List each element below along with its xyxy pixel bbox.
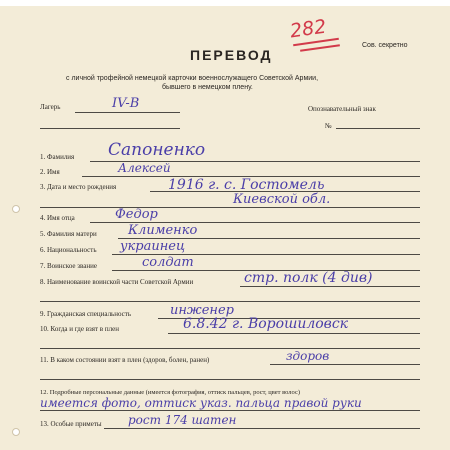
punch-hole-lower <box>12 428 20 436</box>
field-8-line-2 <box>40 301 420 302</box>
red-stamp-underline-2 <box>300 44 340 52</box>
red-stamp-number: 282 <box>288 15 328 43</box>
field-9-value: инженер <box>170 303 234 318</box>
field-2-label: 2. Имя <box>40 168 60 176</box>
field-8-label: 8. Наименование воинской части Советской Армии <box>40 278 194 286</box>
field-3-value: 1916 г. с. Гостомель <box>168 177 325 193</box>
id-mark-label: Опознавательный знак <box>308 105 376 113</box>
field-11-value: здоров <box>286 349 330 363</box>
field-3-value-2: Киевской обл. <box>233 192 331 207</box>
field-7-label: 7. Воинское звание <box>40 262 97 270</box>
subtitle-line-2: бывшего в немецком плену. <box>162 84 253 91</box>
field-1-label: 1. Фамилия <box>40 153 75 161</box>
field-10-line-2 <box>40 348 420 349</box>
field-11-label: 11. В каком состоянии взят в плен (здоров, болен, ранен) <box>40 356 210 364</box>
field-5-value: Клименко <box>128 223 198 238</box>
id-number-label: № <box>325 122 332 130</box>
field-9-label: 9. Гражданская специальность <box>40 310 132 318</box>
field-8-line <box>240 286 420 287</box>
subtitle-line-1: с личной трофейной немецкой карточки военнослужащего Советской Армии, <box>66 75 319 82</box>
field-11-line-2 <box>40 379 420 380</box>
field-1-value: Сапоненко <box>108 140 206 160</box>
field-13-label: 13. Особые приметы <box>40 420 102 428</box>
field-4-label: 4. Имя отца <box>40 214 75 222</box>
field-8-value: стр. полк (4 див) <box>244 270 373 286</box>
field-13-line <box>104 428 420 429</box>
secrecy-mark: Сов. секретно <box>362 42 408 49</box>
field-2-value: Алексей <box>118 161 171 175</box>
field-13-value: рост 174 шатен <box>128 413 237 427</box>
punch-hole-upper <box>12 205 20 213</box>
field-6-value: украинец <box>120 239 186 254</box>
field-11-line <box>270 364 420 365</box>
field-12-label: 12. Подробные персональные данные (имеется фотография, оттиск пальцев, рост, цвет волос) <box>40 389 300 396</box>
field-12-value: имеется фото, оттиск указ. пальца правой руки <box>40 396 362 410</box>
field-10-line <box>168 333 420 334</box>
field-5-label: 5. Фамилия матери <box>40 230 97 238</box>
id-number-line <box>336 128 420 129</box>
camp-line-2 <box>40 128 180 129</box>
field-4-value: Федор <box>115 207 158 222</box>
field-12-line <box>40 410 420 411</box>
field-10-label: 10. Когда и где взят в плен <box>40 325 119 333</box>
field-7-value: солдат <box>142 255 194 270</box>
field-6-label: 6. Национальность <box>40 246 97 254</box>
camp-line <box>75 112 180 113</box>
field-10-value: 6.8.42 г. Ворошиловск <box>183 316 349 332</box>
field-3-label: 3. Дата и место рождения <box>40 183 117 191</box>
camp-value: IV-B <box>112 96 140 111</box>
scan-top-edge <box>0 0 450 6</box>
camp-label: Лагерь <box>40 103 61 111</box>
document-title: ПЕРЕВОД <box>190 47 273 63</box>
field-3-line-2 <box>40 207 420 208</box>
